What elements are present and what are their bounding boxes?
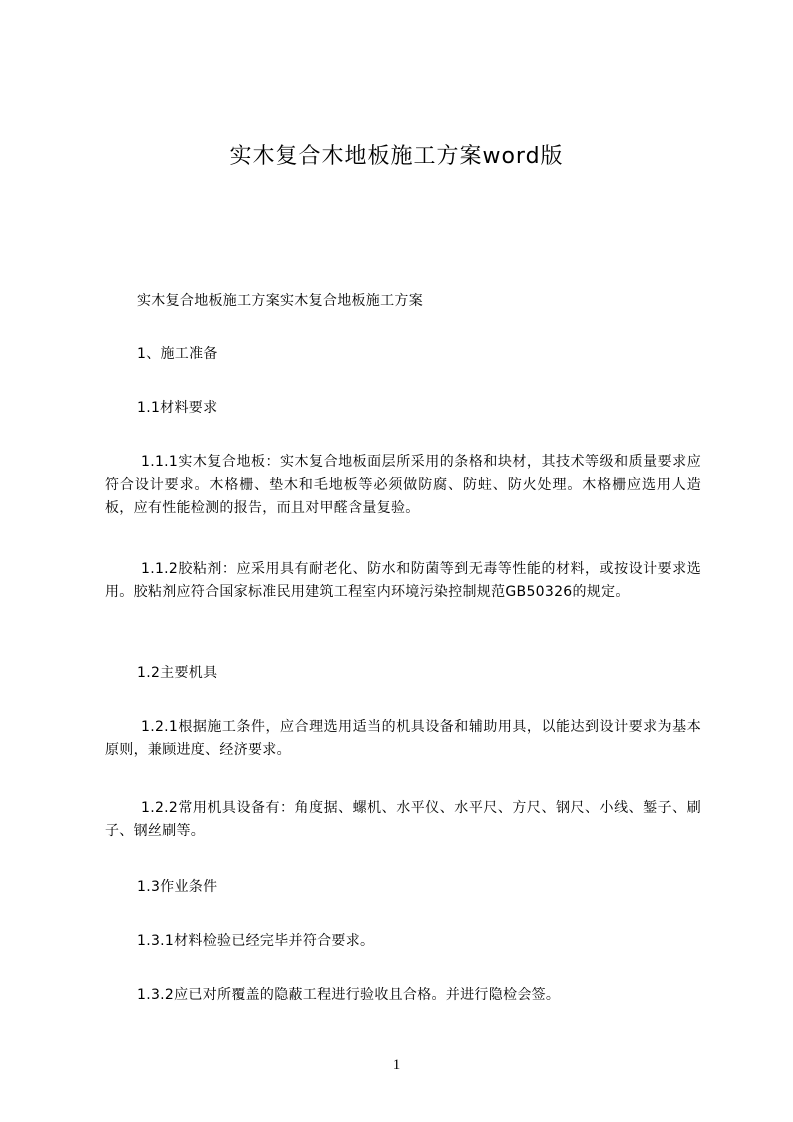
paragraph-1-2-1: 1.2.1根据施工条件，应合理选用适当的机具设备和辅助用具，以能达到设计要求为基本原则，兼顾进度、经济要求。 <box>105 719 701 758</box>
paragraph-1-3-1: 1.3.1材料检验已经完毕并符合要求。 <box>137 933 375 949</box>
section-heading-1-1: 1.1材料要求 <box>137 400 218 416</box>
section-heading-1-2: 1.2主要机具 <box>137 665 218 681</box>
section-heading-1: 1、施工准备 <box>137 346 218 362</box>
paragraph-1-2-2: 1.2.2常用机具设备有：角度据、螺机、水平仪、水平尺、方尺、钢尺、小线、錾子、刷子、钢丝刷等。 <box>105 800 701 839</box>
paragraph-intro: 实木复合地板施工方案实木复合地板施工方案 <box>137 293 423 309</box>
section-heading-1-3: 1.3作业条件 <box>137 879 218 895</box>
paragraph-1-3-2: 1.3.2应已对所覆盖的隐蔽工程进行验收且合格。并进行隐检会签。 <box>137 987 561 1003</box>
paragraph-1-1-1: 1.1.1实木复合地板：实木复合地板面层所采用的条格和块材，其技术等级和质量要求应符合设计要求。木格栅、垫木和毛地板等必须做防腐、防蛀、防火处理。木格栅应选用人造板，应有性能检测的报告，而且对甲醛含量复验。 <box>105 454 701 516</box>
page-number: 1 <box>392 1057 401 1073</box>
paragraph-1-1-2: 1.1.2胶粘剂：应采用具有耐老化、防水和防菌等到无毒等性能的材料，或按设计要求选用。胶粘剂应符合国家标准民用建筑工程室内环境污染控制规范GB50326的规定。 <box>105 561 701 600</box>
document-title: 实木复合木地板施工方案word版 <box>229 144 564 169</box>
